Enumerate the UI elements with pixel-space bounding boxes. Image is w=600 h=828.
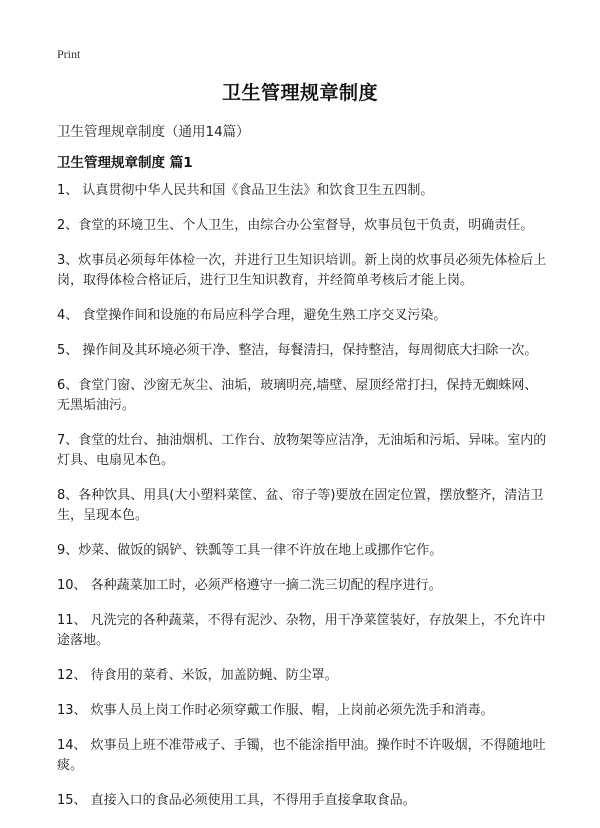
document-subtitle: 卫生管理规章制度（通用14篇） [57,124,250,140]
rule-item: 7、食堂的灶台、抽油烟机、工作台、放物架等应洁净，无油垢和污垢、异味。室内的灯具、电扇见本色。 [57,433,547,468]
rule-item: 4、 食堂操作间和设施的布局应科学合理，避免生熟工序交叉污染。 [57,308,447,323]
rule-item: 8、各种饮具、用具(大小塑料菜筐、盆、帘子等)要放在固定位置，摆放整齐，清洁卫生，呈现本色。 [57,488,544,523]
section-heading: 卫生管理规章制度 篇1 [57,155,193,171]
rule-item: 1、 认真贯彻中华人民共和国《食品卫生法》和饮食卫生五四制。 [57,183,434,198]
rule-item: 6、食堂门窗、沙窗无灰尘、油垢，玻璃明亮,墙壁、屋顶经常打扫，保持无蜘蛛网、无黑垢油污。 [57,378,538,413]
rule-item: 5、 操作间及其环境必须干净、整洁，每餐清扫，保持整洁，每周彻底大扫除一次。 [57,343,538,358]
rule-item: 12、 待食用的菜肴、米饭，加盖防蝇、防尘罩。 [57,668,338,683]
rule-item: 2、食堂的环境卫生、个人卫生，由综合办公室督导，炊事员包干负责，明确责任。 [57,218,534,233]
rule-item: 10、 各种蔬菜加工时，必须严格遵守一摘二洗三切配的程序进行。 [57,578,442,593]
rule-item: 11、 凡洗完的各种蔬菜，不得有泥沙、杂物，用干净菜筐装好，存放架上，不允许中途落地。 [57,613,546,648]
rules-list [57,181,547,826]
rule-item: 9、炒菜、做饭的锅铲、铁瓢等工具一律不许放在地上或挪作它作。 [57,543,443,558]
rule-item: 3、炊事员必须每年体检一次，并进行卫生知识培训。新上岗的炊事员必须先体检后上岗，取得体检合格证后，进行卫生知识教育，并经简单考核后才能上岗。 [57,253,547,288]
rule-item: 13、 炊事人员上岗工作时必须穿戴工作服、帽，上岗前必须先洗手和消毒。 [57,703,494,718]
rule-item: 14、 炊事员上班不准带戒子、手镯，也不能涂指甲油。操作时不许吸烟，不得随地吐痰。 [57,738,546,773]
page-title: 卫生管理规章制度 [221,82,378,104]
rule-item: 15、 直接入口的食品必须使用工具，不得用手直接拿取食品。 [57,793,416,808]
print-link[interactable]: Print [57,47,81,61]
